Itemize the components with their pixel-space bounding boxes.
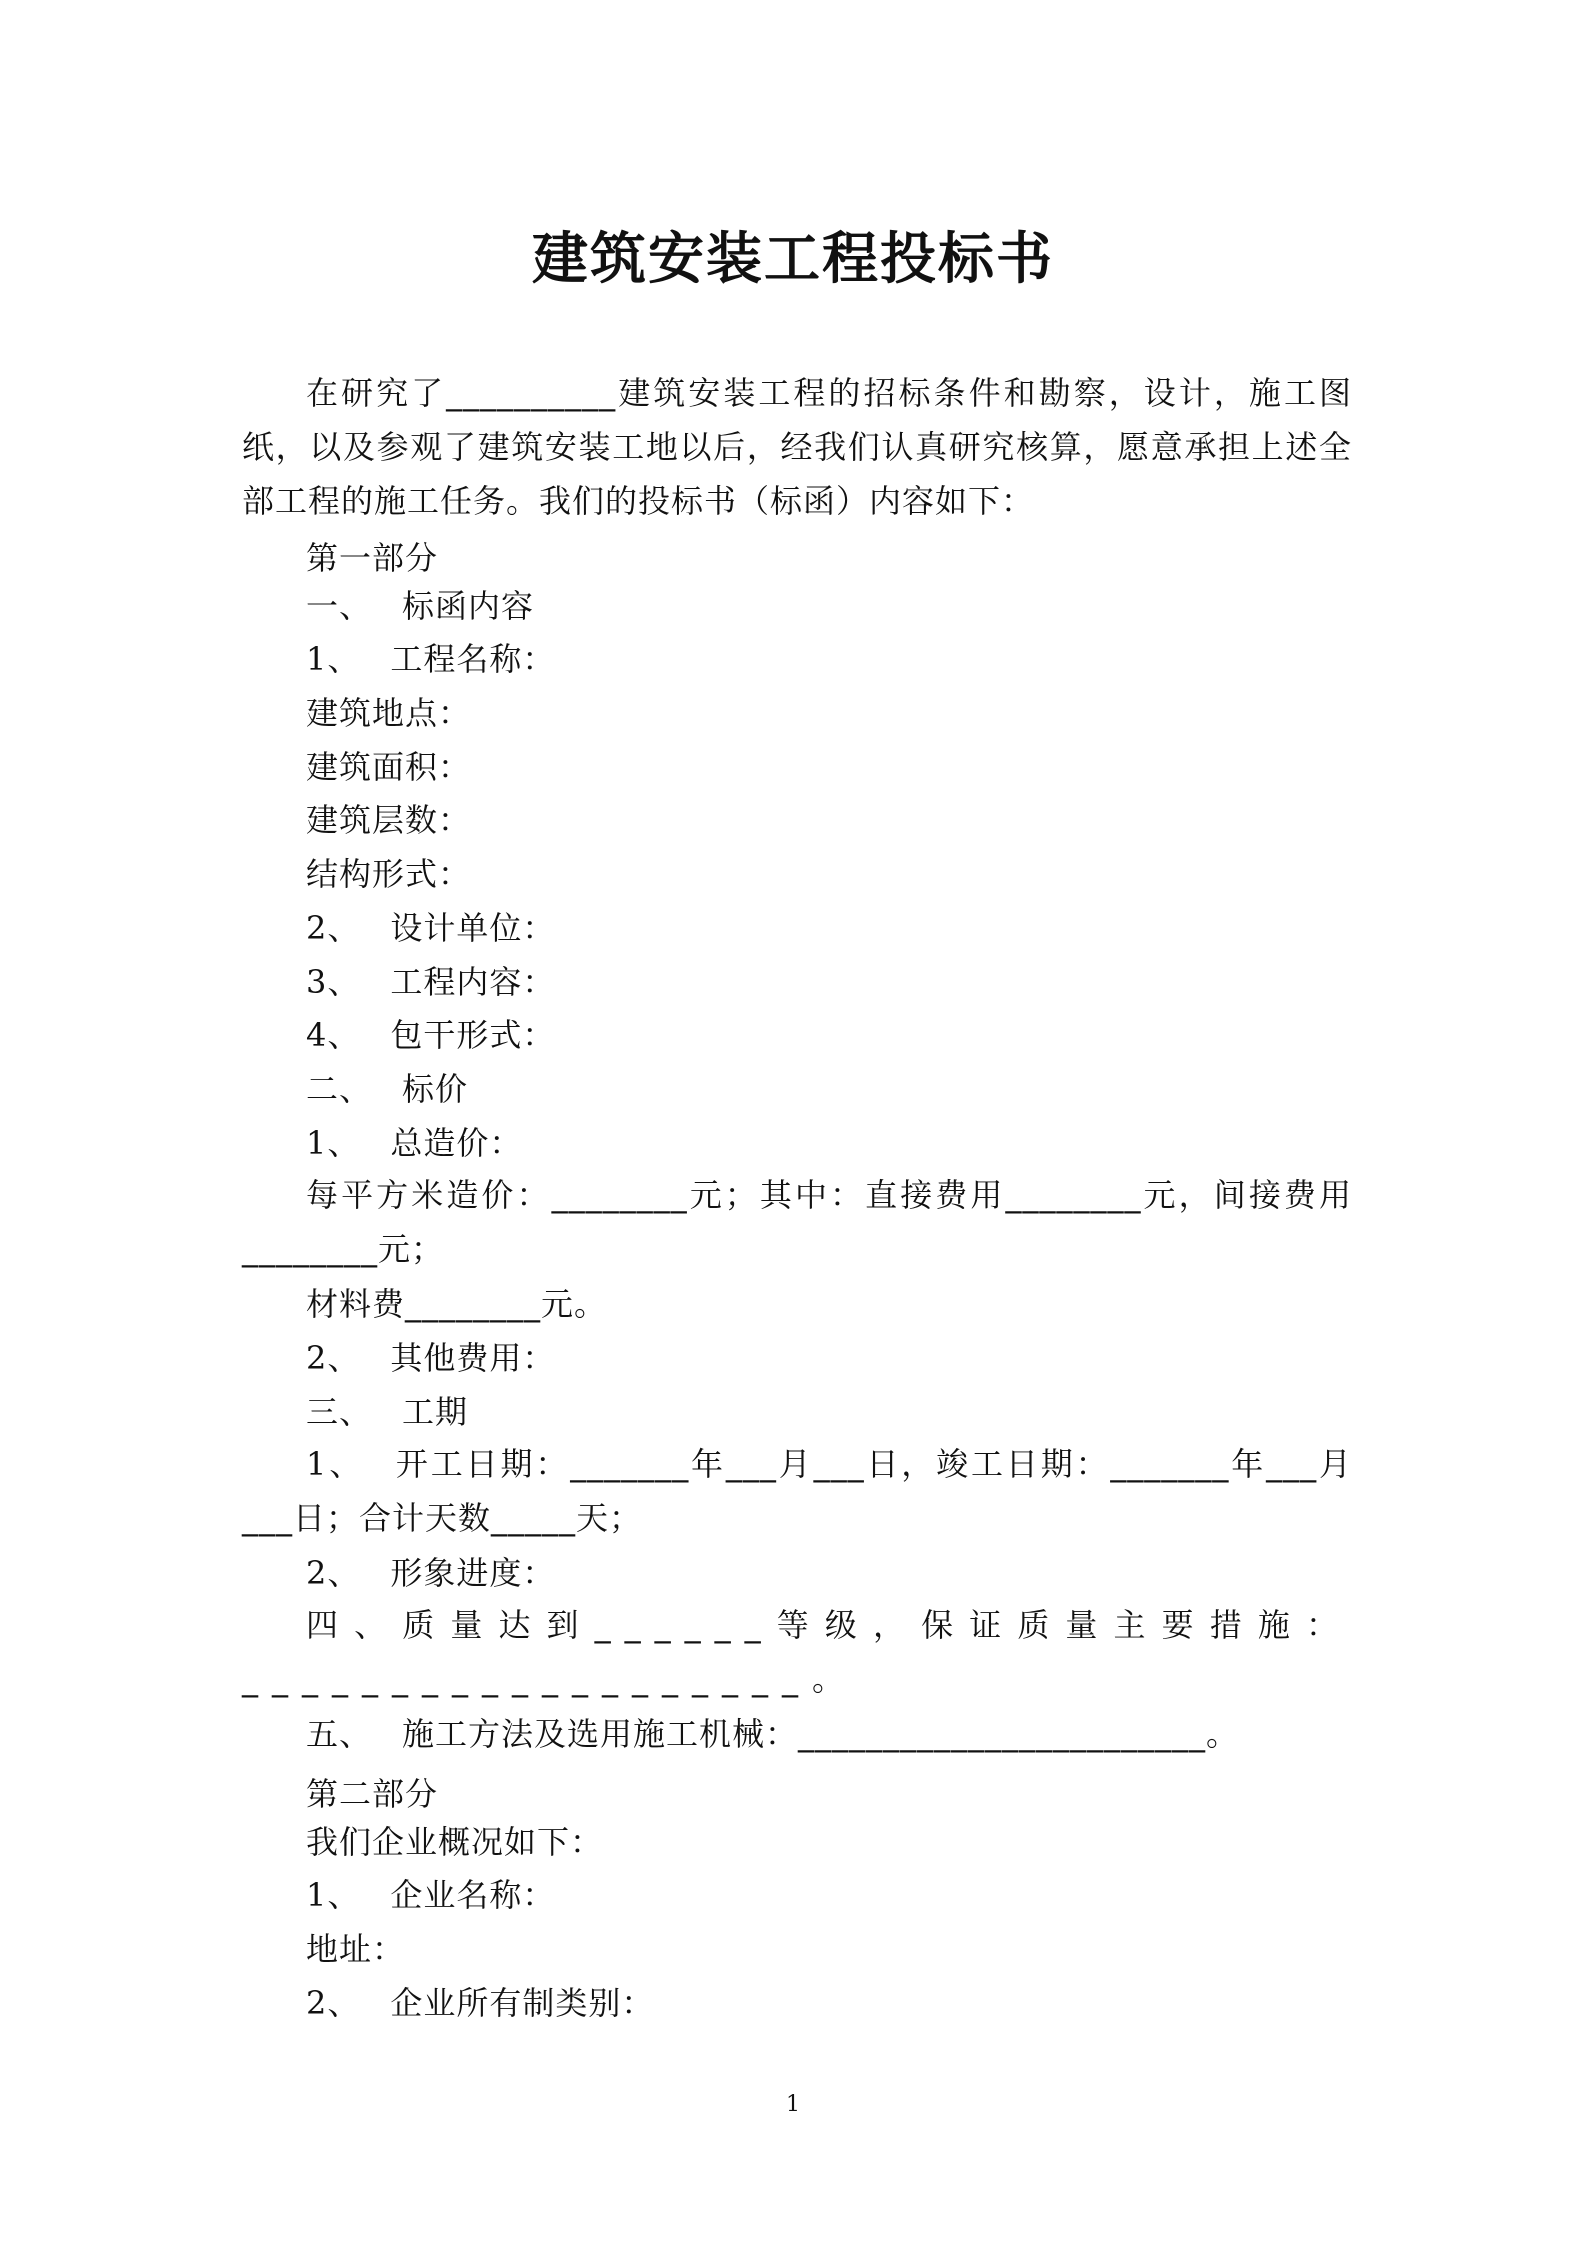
field-area: 建筑面积： <box>306 748 472 786</box>
schedule-number: 1、 <box>306 1445 365 1483</box>
item-label: 工程内容： <box>390 963 556 1001</box>
section-2 <box>306 1070 469 1108</box>
item-design-unit <box>306 909 556 947</box>
section-5 <box>306 1715 1240 1753</box>
item-label: 总造价： <box>390 1124 523 1162</box>
item-number: 2、 <box>306 1984 361 2022</box>
item-total-price <box>306 1124 523 1162</box>
item-other-cost <box>306 1339 556 1377</box>
item-ownership-type <box>306 1984 655 2022</box>
item-label: 工程名称： <box>390 640 556 678</box>
item-number: 2、 <box>306 909 361 947</box>
item-label: 其他费用： <box>390 1339 556 1377</box>
field-site: 建筑地点： <box>306 694 472 732</box>
item-label: 企业名称： <box>390 1876 556 1914</box>
section-3-number: 三、 <box>306 1393 373 1431</box>
field-floors: 建筑层数： <box>306 801 472 839</box>
section-5-number: 五、 <box>306 1715 373 1753</box>
item-label: 形象进度： <box>390 1554 556 1592</box>
section-1-number: 一、 <box>306 587 373 625</box>
item-label: 企业所有制类别： <box>390 1984 655 2022</box>
item-label: 包干形式： <box>390 1016 556 1054</box>
item-project-content <box>306 963 556 1001</box>
item-number: 1、 <box>306 1124 361 1162</box>
intro-paragraph: 在研究了__________建筑安装工程的招标条件和勘察，设计，施工图纸，以及参观了建筑安装工地以后，经我们认真研究核算，愿意承担上述全部工程的施工任务。我们的投标书（标函）内容如下： <box>242 374 1352 520</box>
item-number: 2、 <box>306 1554 361 1592</box>
field-address: 地址： <box>306 1930 406 1968</box>
section-2-number: 二、 <box>306 1070 373 1108</box>
part1-heading: 第一部分 <box>306 539 439 577</box>
item-contract-form <box>306 1016 556 1054</box>
item-project-name <box>306 640 556 678</box>
item-company-name <box>306 1876 556 1914</box>
section-3-label: 工期 <box>402 1393 469 1431</box>
field-material-cost: 材料费________元。 <box>306 1285 608 1323</box>
document-title: 建筑安装工程投标书 <box>532 227 1054 292</box>
item-label: 设计单位： <box>390 909 556 947</box>
section-5-label: 施工方法及选用施工机械：________________________。 <box>402 1715 1240 1753</box>
schedule-text: 开工日期：_______年___月___日，竣工日期：_______年___月___日；合计天数_____天； <box>242 1445 1352 1537</box>
part2-heading: 第二部分 <box>306 1775 439 1813</box>
part2-intro: 我们企业概况如下： <box>306 1823 604 1861</box>
quality-paragraph: 四、质量达到______等级，保证质量主要措施：___________________。 <box>242 1606 1352 1698</box>
item-number: 1、 <box>306 640 361 678</box>
item-number: 4、 <box>306 1016 361 1054</box>
item-progress <box>306 1554 556 1592</box>
item-number: 1、 <box>306 1876 361 1914</box>
section-2-label: 标价 <box>402 1070 469 1108</box>
field-structure: 结构形式： <box>306 855 472 893</box>
schedule-paragraph <box>242 1437 1352 1545</box>
item-number: 3、 <box>306 963 361 1001</box>
section-1-label: 标函内容 <box>402 587 535 625</box>
page-number: 1 <box>786 2092 800 2117</box>
section-1 <box>306 587 535 625</box>
section-3 <box>306 1393 469 1431</box>
unit-price-paragraph: 每平方米造价：________元；其中：直接费用________元，间接费用________元； <box>242 1176 1352 1268</box>
item-number: 2、 <box>306 1339 361 1377</box>
